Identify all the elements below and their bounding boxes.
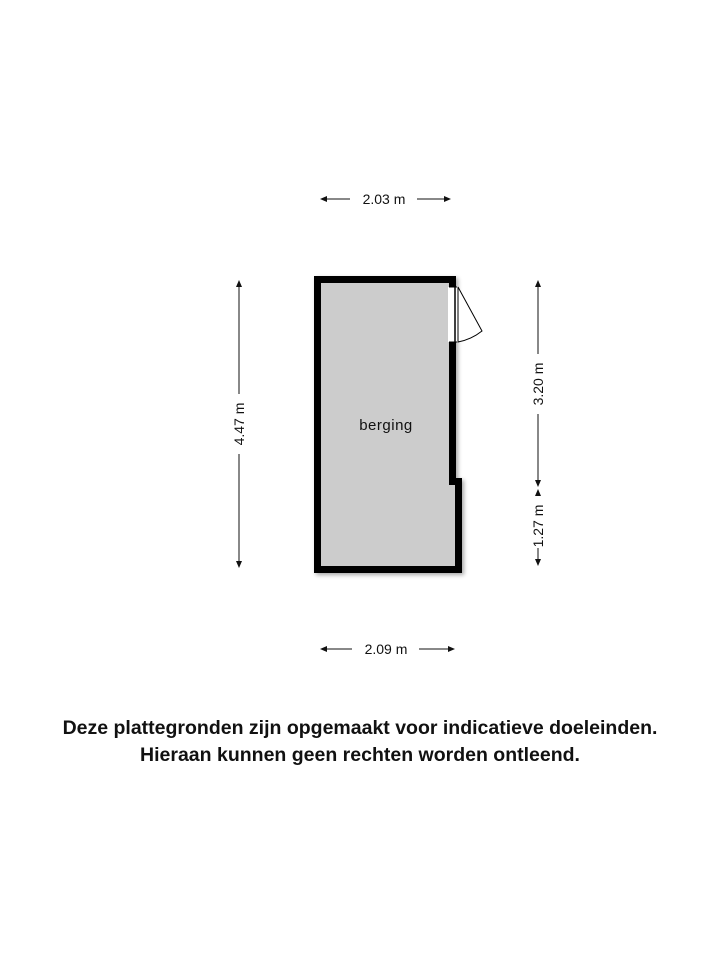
arrow-up-icon: [535, 489, 541, 496]
dimension-label-right-upper: 3.20 m: [530, 362, 546, 406]
room-label: berging: [359, 417, 413, 434]
door: [448, 287, 482, 342]
arrow-up-icon: [236, 280, 242, 287]
disclaimer-line-2: Hieraan kunnen geen rechten worden ontleend.: [140, 744, 580, 766]
arrow-right-icon: [444, 196, 451, 202]
arrow-up-icon: [535, 280, 541, 287]
dimension-label-right-lower: 1.27 m: [530, 504, 546, 548]
dimension-left: [231, 280, 247, 568]
dimension-bottom: [320, 641, 455, 657]
dimension-label-left: 4.47 m: [231, 402, 247, 446]
disclaimer-line-1: Deze plattegronden zijn opgemaakt voor indicatieve doeleinden.: [62, 717, 658, 739]
arrow-right-icon: [448, 646, 455, 652]
arrow-down-icon: [535, 559, 541, 566]
dimension-label-top: 2.03 m: [362, 191, 406, 207]
dimension-right-lower: [530, 489, 546, 566]
dimension-right-upper: [530, 280, 546, 487]
arrow-left-icon: [320, 646, 327, 652]
arrow-down-icon: [535, 480, 541, 487]
dimension-top: [320, 191, 451, 207]
door-swing-arc: [458, 287, 482, 342]
arrow-left-icon: [320, 196, 327, 202]
dimension-label-bottom: 2.09 m: [364, 641, 408, 657]
door-opening: [448, 287, 458, 342]
arrow-down-icon: [236, 561, 242, 568]
